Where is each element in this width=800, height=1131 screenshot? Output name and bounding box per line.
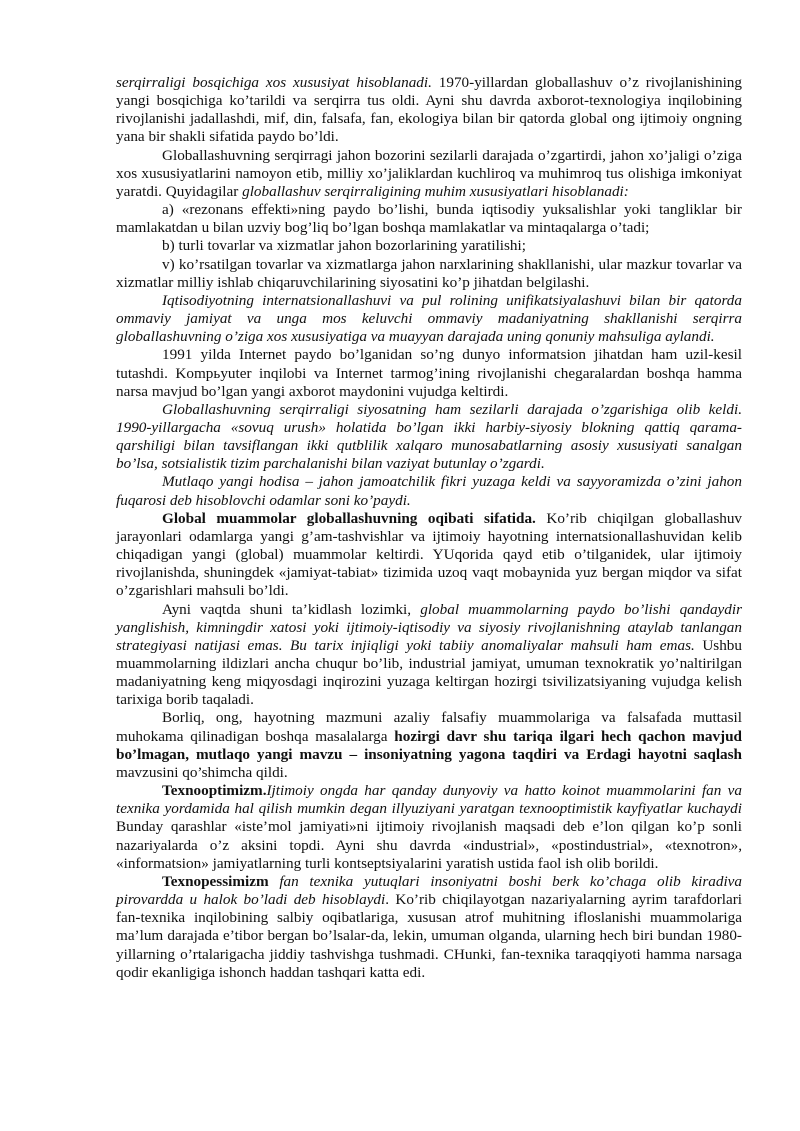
text-run: Globallashuvning serqirragi jahon bozorini sezilarli darajada o’zgartirdi, jahon xo’jaligi o’ziga xos xususiyatlarini namoyon etib, milliy xo’jaliklardan kuchliroq va muhimroq tus olishiga imkoniyat yaratdi. Quyidagilar xyxy=(116,146,742,200)
paragraph xyxy=(116,601,742,710)
paragraph xyxy=(116,237,742,255)
paragraph xyxy=(116,401,742,474)
text-run: 1991 yilda Internet paydo bo’lganidan so’ng dunyo informatsion jihatdan ham uzil-kesil tutashdi. Komрьyuter inqilobi va Internet tarmog’ining rivojlanishi chegaralardan boshqa hamma narsa mavjud bo’lgan yangi axborot maydonini vujudga keltirdi. xyxy=(116,346,742,400)
paragraph xyxy=(116,292,742,346)
text-run: mavzusini qo’shimcha qildi. xyxy=(116,763,288,781)
text-run: Ko’rib chiqilgan globallashuv jarayonlari odamlarga yangi g’am-tashvishlar va ijtimoiy hayotning internatsionallashuvidan kelib chiqadigan yangi (global) muammolar keltirdi. YUqorida qayd etib o’tilganidek, ular ijtimoiy rivojlanishda, shuningdek «jamiyat-tabiat» tizimida uzoq vaqt mobaynida yuz bergan miqdor va sifat o’zgarishlari mahsuli bo’ldi. xyxy=(116,509,743,600)
text-run: 1970-yillardan globallashuv o’z rivojlanishining yangi bosqichiga ko’tarildi va serqirra tus oldi. Ayni shu davrda axborot-texnologiya inqilobining rivojlanishi jadallashdi, mif, din, falsafa, fan, ekologiya bilan bir qatorda global ong ijtimoiy ongning yana bir shakli sifatida paydo bo’ldi. xyxy=(116,74,742,146)
paragraph xyxy=(116,256,742,292)
italic-text: serqirraligi bosqichiga xos xususiyat hisoblanadi. xyxy=(116,74,432,91)
text-run: a) «rezonans effekti»ning paydo bo’lishi, bunda iqtisodiy yuksalishlar yoki tangliklar bir mamlakatdan u bilan uzviy bog’liq bo’lgan boshqa mamlakatlar va mintaqalarga o’tadi; xyxy=(116,201,742,237)
bold-text: Global muammolar globallashuvning oqibati sifatida. xyxy=(162,509,536,527)
text-run: . Ko’rib chiqilayotgan nazariyalarning ayrim tarafdorlari fan-texnika inqilobining salbiy oqibatlariga, xususan atrof muhitning ifloslanishi muammolariga ma’lum darajada e’tibor bergan bo’lsalar-da, lekin, umuman olganda, ularning hech biri bundan 1980-yillarning o’rtalarigacha jiddiy tashvishga tushmadi. CHunki, fan-texnika taraqqiyoti hamma narsaga qodir ekanligiga ishonch haddan tashqari katta edi. xyxy=(116,891,742,981)
text-run: Ayni vaqtda shuni ta’kidlash lozimki, xyxy=(162,600,421,618)
paragraph xyxy=(116,510,742,601)
paragraph xyxy=(116,709,742,782)
paragraph xyxy=(116,74,742,147)
italic-text: Iqtisodiyotning internatsionallashuvi va pul rolining unifikatsiyalashuvi bilan bir qatorda ommaviy jamiyat va unga mos keluvchi ommaviy madaniyatning shakllanishi serqirra globallashuvning o’ziga xos xususiyatiga va muayyan darajada uning qonuniy mahsuliga aylandi. xyxy=(116,291,742,346)
text-run: v) ko’rsatilgan tovarlar va xizmatlarga jahon narxlarining shakllanishi, ular mazkur tovarlar va xizmatlar milliy ishlab chiqaruvchilarining siyosatini ko’p jihatdan belgilashi. xyxy=(116,255,742,291)
paragraph xyxy=(116,201,742,237)
italic-text: globallashuv serqirraligining muhim xususiyatlari hisoblanadi: xyxy=(242,182,629,200)
italic-text: Mutlaqo yangi hodisa – jahon jamoatchilik fikri yuzaga keldi va sayyoramizda o’zini jahon fuqarosi deb hisoblovchi odamlar soni ko’paydi. xyxy=(116,473,742,509)
paragraph xyxy=(116,873,742,982)
text-run: b) turli tovarlar va xizmatlar jahon bozorlarining yaratilishi; xyxy=(162,237,526,255)
text-run: Bunday qarashlar «iste’mol jamiyati»ni ijtimoiy rivojlanish maqsadi deb e’lon qilgan ko’p sonli nazariyalarda o’z aksini topdi. Ayni shu davrda «industrial», «postindustrial», «texnotron», «informatsion» jamiyatlarning turli kontseptsiyalarini yaratish ustida faol ish olib borildi. xyxy=(116,818,742,872)
text-run: Ushbu muammolarning ildizlari ancha chuqur bo’lib, industrial jamiyat, umuman texnokratik yo’naltirilgan madaniyatning keng miqyosdagi inqirozini yuzaga keltirgan hozirgi tsivilizatsiyaning vujudga kelish tarixiga borib taqaladi. xyxy=(116,636,742,709)
paragraph xyxy=(116,346,742,400)
italic-text: Ijtimoiy ongda har qanday dunyoviy va hatto koinot muammolarini fan va texnika yordamida hal qilish mumkin degan illyuziyani yaratgan texnooptimistik kayfiyatlar kuchaydi xyxy=(116,782,742,818)
text-run: Borliq, ong, hayotning mazmuni azaliy falsafiy muammolariga va falsafada muttasil muhokama qilinadigan boshqa masalalarga xyxy=(116,709,742,745)
paragraph xyxy=(116,473,742,509)
bold-text: Texnopessimizm xyxy=(162,872,269,890)
paragraph xyxy=(116,782,742,873)
paragraph xyxy=(116,147,742,201)
italic-text: fan texnika yutuqlari insoniyatni boshi berk ko’chaga olib kiradiva pirovardda u halok bo’ladi deb hisoblaydi xyxy=(116,872,742,909)
text-run xyxy=(269,873,280,890)
italic-text: Globallashuvning serqirraligi siyosatning ham sezilarli darajada o’zgarishiga olib keldi. 1990-yillargacha «sovuq urush» holatida bo’lgan ikki harbiy-siyosiy blokning qattiq qarama-qarshiligi bilan tavsiflangan ikki qutblilik xalqaro munosabatlarning asosiy xususiyati sanalgan bo’lsa, sotsialistik tizim parchalanishi bilan vaziyat butunlay o’zgardi. xyxy=(116,400,742,473)
bold-text: Texnooptimizm. xyxy=(162,782,267,800)
italic-text: global muammolarning paydo bo’lishi qandaydir yanglishish, kimningdir xatosi yoki ijtimoiy-iqtisodiy va siyosiy rivojlanishning ataylab tanlangan strategiyasi natijasi emas. Bu tarix injiqligi yoki tabiiy anomaliyalar mahsuli ham emas. xyxy=(116,600,742,654)
document-page xyxy=(116,74,742,982)
bold-text: hozirgi davr shu tariqa ilgari hech qachon mavjud bo’lmagan, mutlaqo yangi mavzu – insoniyatning yagona taqdiri va Erdagi hayotni saqlash xyxy=(116,727,742,763)
